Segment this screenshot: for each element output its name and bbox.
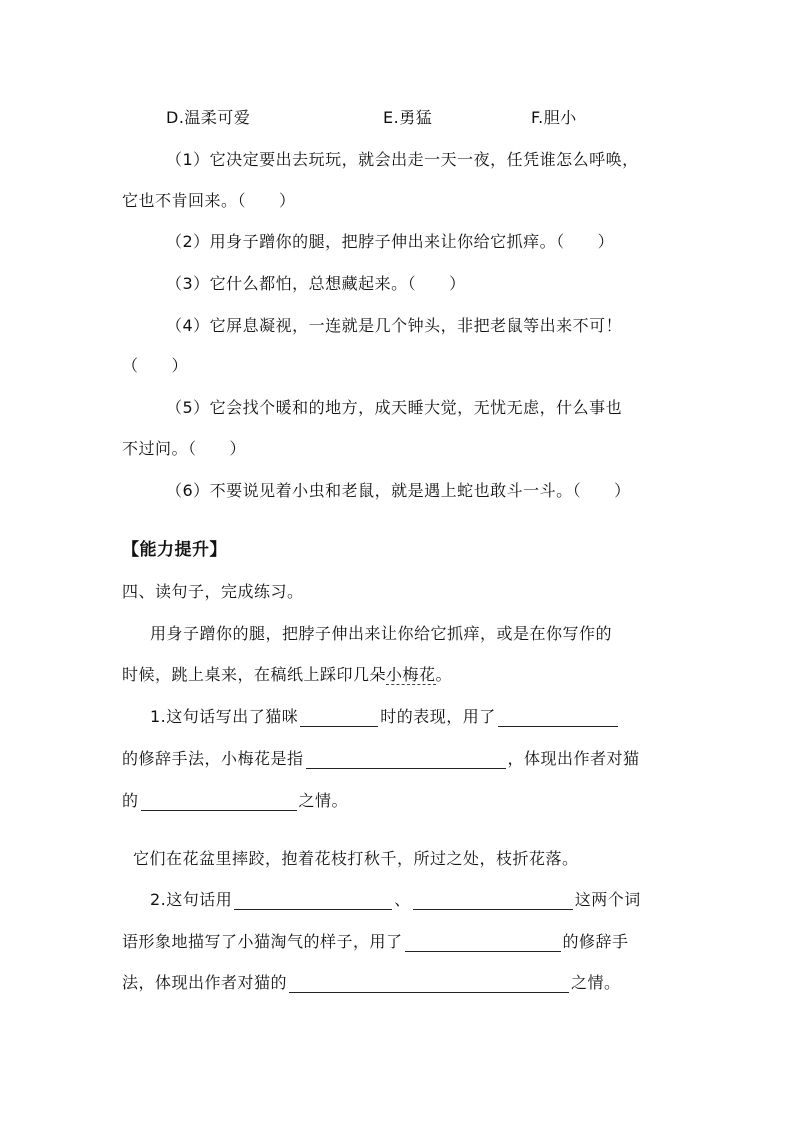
q2-text-e: 法，体现出作者对猫的 [122,973,288,992]
q1-text-a: 1.这句话写出了猫咪 [150,707,299,726]
passage-1-line-1: 用身子蹭你的腿，把脖子伸出来让你给它抓痒，或是在你写作的 [150,624,613,643]
q1-text-f: 之情。 [298,791,349,810]
passage-1-line-2-pre: 时候，跳上桌来，在稿纸上踩印几朵 [122,665,387,684]
q1-blank-4[interactable] [141,792,297,811]
option-f: F.胆小 [531,108,577,127]
item-4-line-2: （ ） [122,356,189,375]
q1-blank-1[interactable] [300,708,378,727]
passage-1-line-2-post: 。 [435,665,453,684]
q2-blank-3[interactable] [405,933,561,952]
q2-blank-4[interactable] [289,974,569,993]
q1-text-c: 的修辞手法，小梅花是指 [122,749,304,768]
item-1-line-1: （1）它决定要出去玩玩，就会出走一天一夜，任凭谁怎么呼唤， [166,150,639,169]
passage-2: 它们在花盆里摔跤，抱着花枝打秋千，所过之处，枝折花落。 [133,849,579,868]
q4-title: 四、读句子，完成练习。 [122,582,304,601]
q2-text-c: 语形象地描写了小猫淘气的样子，用了 [122,932,403,951]
item-4-line-1: （4）它屏息凝视，一连就是几个钟头，非把老鼠等出来不可！ [166,316,623,335]
item-6-line-1: （6）不要说见着小虫和老鼠，就是遇上蛇也敢斗一斗。（ ） [166,481,631,500]
q1-line-1 [150,707,620,727]
q2-text-a: 2.这句话用 [150,890,233,909]
item-3-line-1: （3）它什么都怕，总想藏起来。（ ） [166,274,466,293]
q1-text-b: 时的表现，用了 [380,707,496,726]
q2-text-sep: 、 [394,890,411,909]
q2-text-d: 的修辞手 [562,932,629,951]
passage-1-line-2 [122,665,452,685]
q2-blank-2[interactable] [413,891,573,910]
q2-line-3 [122,973,621,993]
q2-text-f: 之情。 [571,973,621,992]
dashed-underline-term: 小梅花 [386,665,436,684]
q2-line-1 [150,890,641,910]
q1-text-e: 的 [122,791,139,810]
item-2-line-1: （2）用身子蹭你的腿，把脖子伸出来让你给它抓痒。（ ） [166,232,615,251]
item-5-line-1: （5）它会找个暖和的地方，成天睡大觉，无忧无虑，什么事也 [166,398,623,417]
q2-blank-1[interactable] [234,891,392,910]
q1-blank-2[interactable] [498,708,618,727]
q2-text-b: 这两个词 [574,890,641,909]
q1-blank-3[interactable] [306,750,506,769]
section-heading: 【能力提升】 [122,540,227,560]
q1-line-2 [122,749,640,769]
option-e: E.勇猛 [383,108,433,127]
option-d: D.温柔可爱 [166,108,251,127]
q1-line-3 [122,791,348,811]
item-1-line-2: 它也不肯回来。（ ） [122,191,296,210]
q1-text-d: ，体现出作者对猫 [507,749,640,768]
q2-line-2 [122,932,629,952]
item-5-line-2: 不过问。（ ） [122,439,247,458]
